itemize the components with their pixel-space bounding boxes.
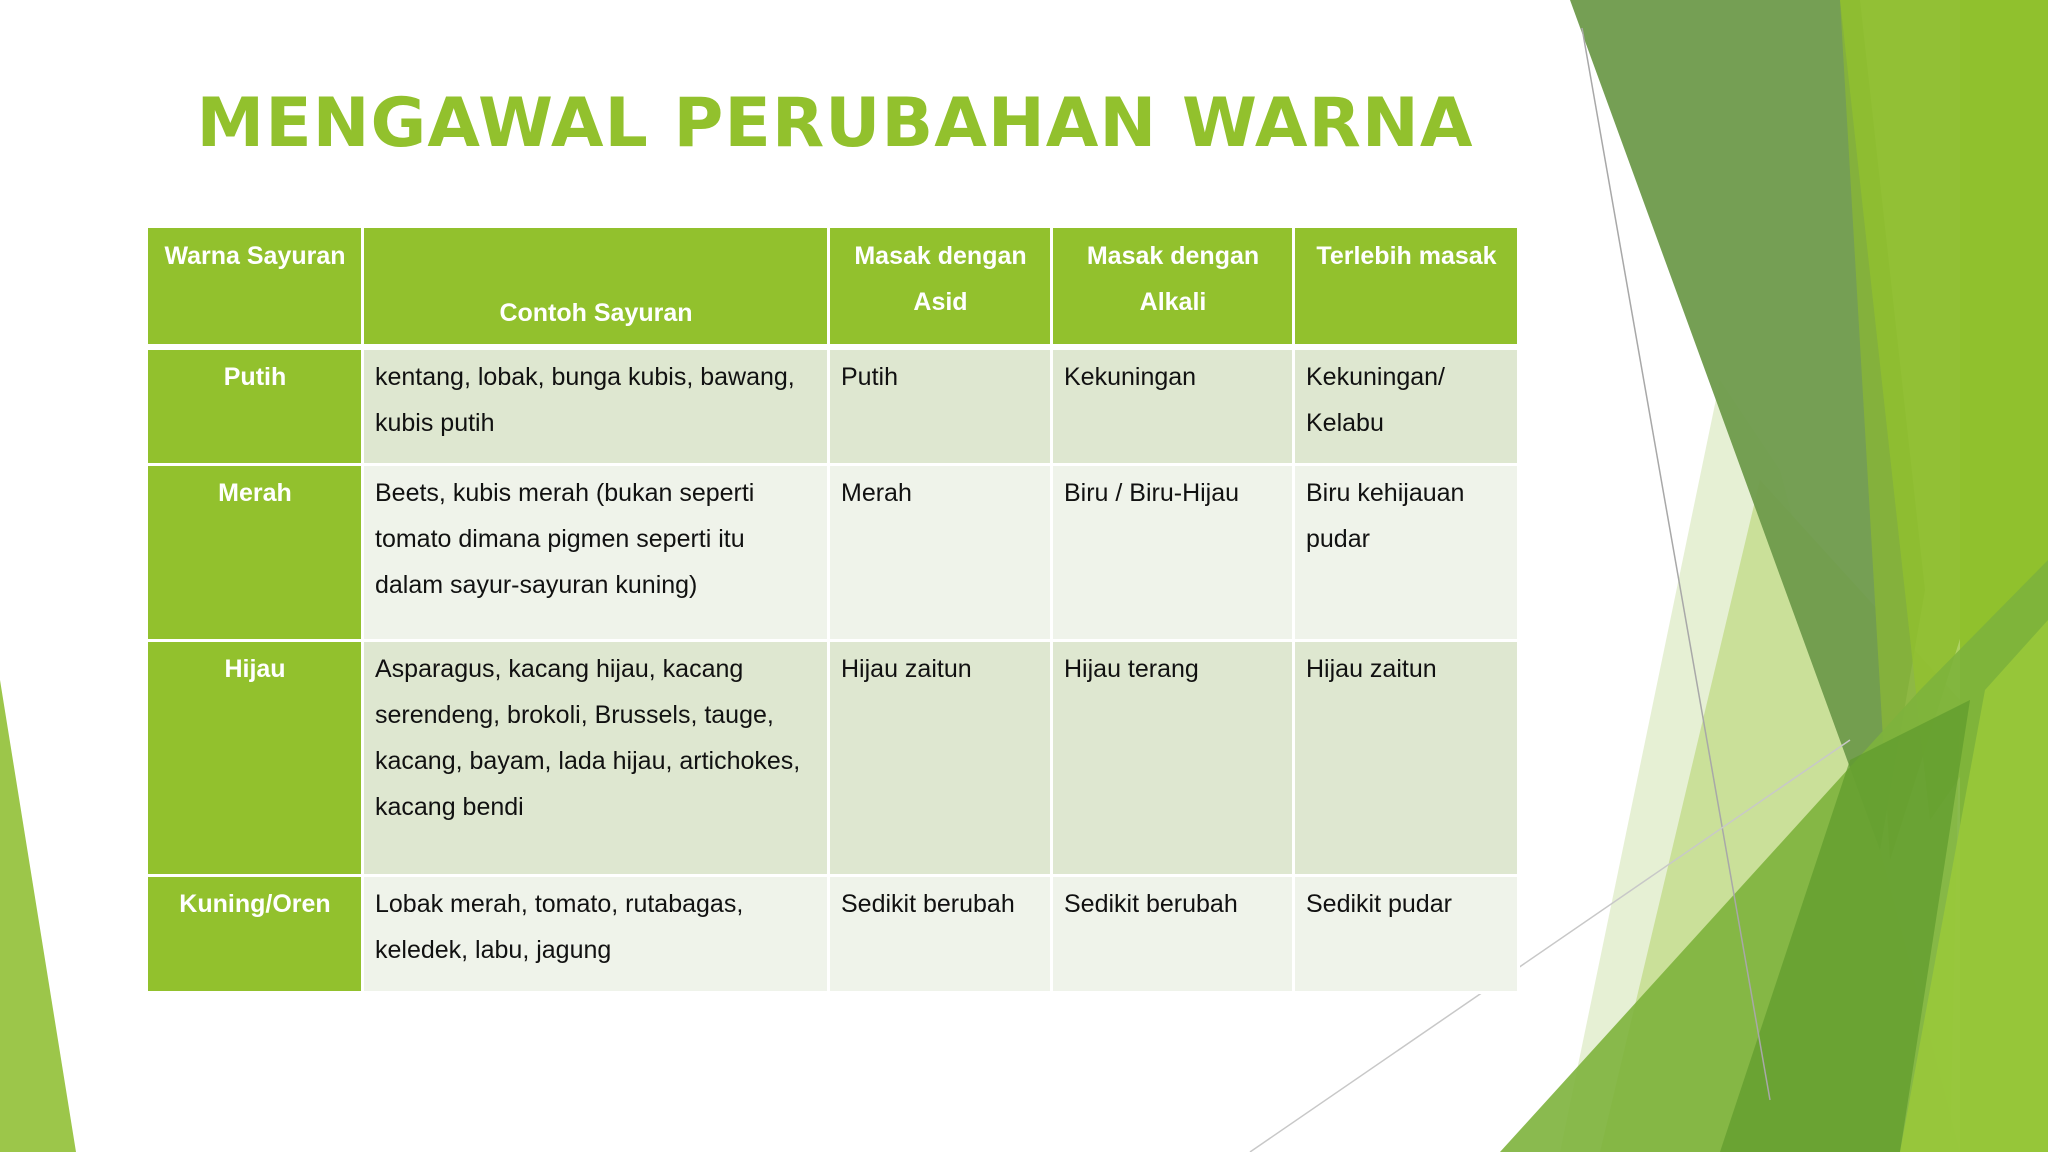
row-examples: Lobak merah, tomato, rutabagas, keledek, labu, jagung [363,875,829,992]
row-color-label: Putih [147,347,363,464]
row-overcooked-result: Hijau zaitun [1294,640,1519,875]
row-alkali-result: Kekuningan [1052,347,1294,464]
row-examples: Asparagus, kacang hijau, kacang serendeng, brokoli, Brussels, tauge, kacang, bayam, lada hijau, artichokes, kacang bendi [363,640,829,875]
vegetable-color-table [145,225,1520,994]
row-color-label: Hijau [147,640,363,875]
left-green-shape [0,680,76,1152]
table-row [147,464,1519,640]
row-examples: kentang, lobak, bunga kubis, bawang, kubis putih [363,347,829,464]
row-alkali-result: Biru / Biru-Hijau [1052,464,1294,640]
page-title: MENGAWAL PERUBAHAN WARNA [196,84,1474,163]
header-cooked-with-acid: Masak dengan Asid [829,227,1052,348]
header-vegetable-color: Warna Sayuran [147,227,363,348]
row-overcooked-result: Kekuningan/ Kelabu [1294,347,1519,464]
table-row [147,875,1519,992]
table-row [147,347,1519,464]
row-alkali-result: Hijau terang [1052,640,1294,875]
row-acid-result: Putih [829,347,1052,464]
table-header-row [147,227,1519,348]
row-acid-result: Hijau zaitun [829,640,1052,875]
row-acid-result: Sedikit berubah [829,875,1052,992]
header-overcooked: Terlebih masak [1294,227,1519,348]
row-color-label: Merah [147,464,363,640]
row-alkali-result: Sedikit berubah [1052,875,1294,992]
table-row [147,640,1519,875]
row-color-label: Kuning/Oren [147,875,363,992]
row-acid-result: Merah [829,464,1052,640]
header-vegetable-examples: Contoh Sayuran [363,227,829,348]
row-overcooked-result: Sedikit pudar [1294,875,1519,992]
row-examples: Beets, kubis merah (bukan seperti tomato dimana pigmen seperti itu dalam sayur-sayuran kuning) [363,464,829,640]
row-overcooked-result: Biru kehijauan pudar [1294,464,1519,640]
header-cooked-with-alkali: Masak dengan Alkali [1052,227,1294,348]
